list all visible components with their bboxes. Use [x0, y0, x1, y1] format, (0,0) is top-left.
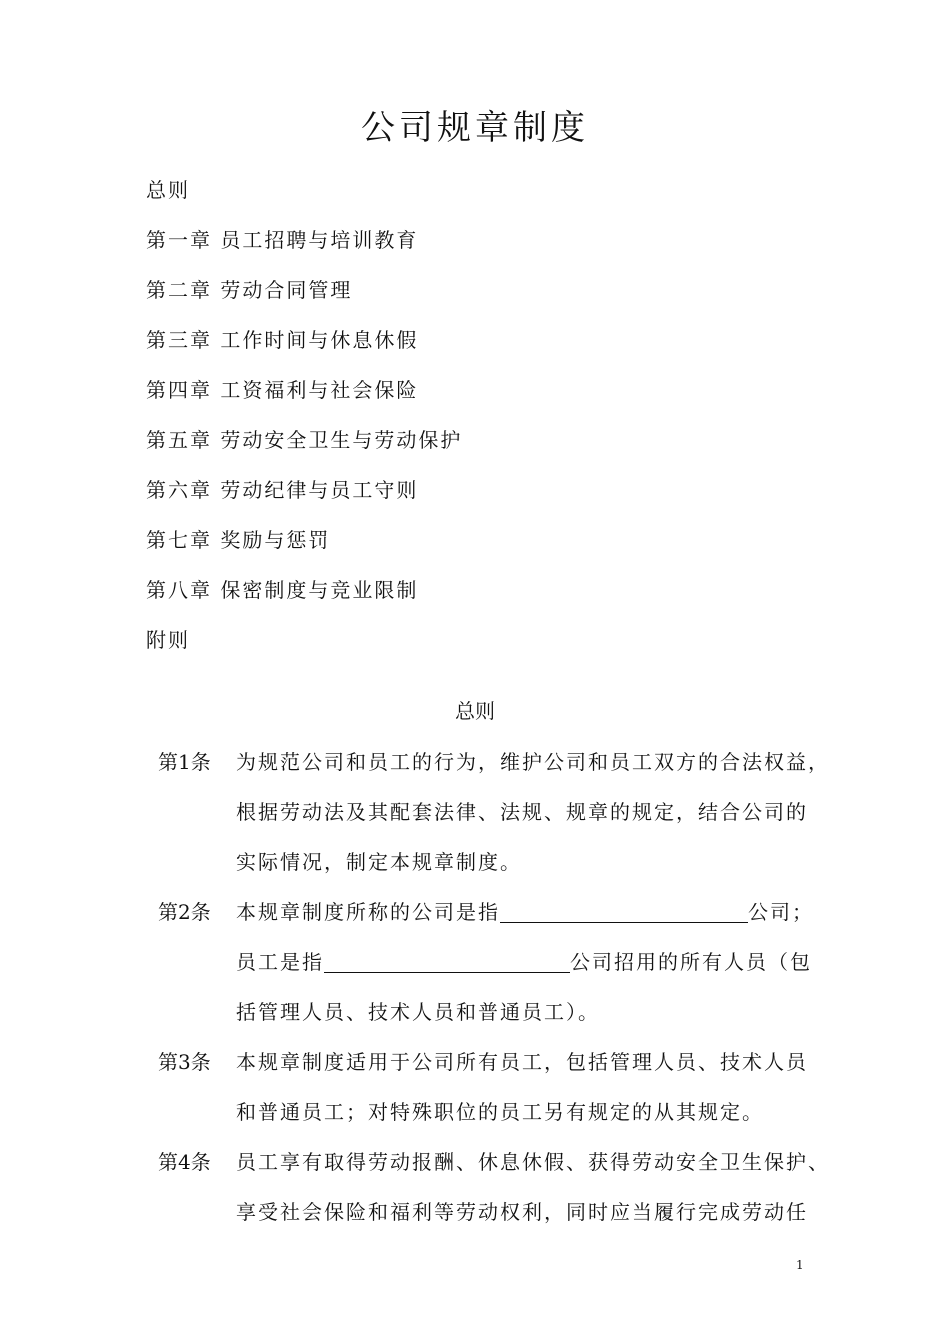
toc-item: 第一章 员工招聘与培训教育 [146, 228, 419, 252]
article-label: 第4条 [158, 1150, 211, 1174]
article-text-line: 括管理人员、技术人员和普通员工）。 [236, 1000, 600, 1024]
toc-item: 第四章 工资福利与社会保险 [146, 378, 419, 402]
article-text-line: 和普通员工；对特殊职位的员工另有规定的从其规定。 [236, 1100, 764, 1124]
article-text: 公司招用的所有人员（包 [570, 950, 812, 974]
article-label: 第3条 [158, 1050, 211, 1074]
article-text-line [236, 896, 814, 925]
article-text-line: 为规范公司和员工的行为，维护公司和员工双方的合法权益， [236, 750, 830, 774]
article-text: 公司； [748, 900, 814, 924]
article-text: 本规章制度所称的公司是指 [236, 900, 500, 924]
toc-item: 第六章 劳动纪律与员工守则 [146, 478, 419, 502]
article-text-line: 员工享有取得劳动报酬、休息休假、获得劳动安全卫生保护、 [236, 1150, 830, 1174]
company-name-blank[interactable] [500, 900, 748, 923]
article-text-line: 享受社会保险和福利等劳动权利，同时应当履行完成劳动任 [236, 1200, 808, 1224]
toc-item: 第二章 劳动合同管理 [146, 278, 353, 302]
article-label: 第1条 [158, 750, 211, 774]
article-text: 员工是指 [236, 950, 324, 974]
company-name-blank[interactable] [324, 950, 570, 973]
toc-item: 第三章 工作时间与休息休假 [146, 328, 419, 352]
article-text-line: 本规章制度适用于公司所有员工，包括管理人员、技术人员 [236, 1050, 808, 1074]
article-text-line: 实际情况，制定本规章制度。 [236, 850, 522, 874]
toc-item: 第七章 奖励与惩罚 [146, 528, 331, 552]
page-number: 1 [796, 1258, 804, 1272]
section-heading: 总则 [455, 699, 495, 723]
article-label: 第2条 [158, 900, 211, 924]
toc-item: 总则 [146, 178, 190, 202]
toc-item: 附则 [146, 628, 190, 652]
article-text-line: 根据劳动法及其配套法律、法规、规章的规定，结合公司的 [236, 800, 808, 824]
toc-item: 第五章 劳动安全卫生与劳动保护 [146, 428, 463, 452]
document-title: 公司规章制度 [361, 108, 589, 148]
article-text-line [236, 946, 812, 975]
toc-item: 第八章 保密制度与竞业限制 [146, 578, 419, 602]
